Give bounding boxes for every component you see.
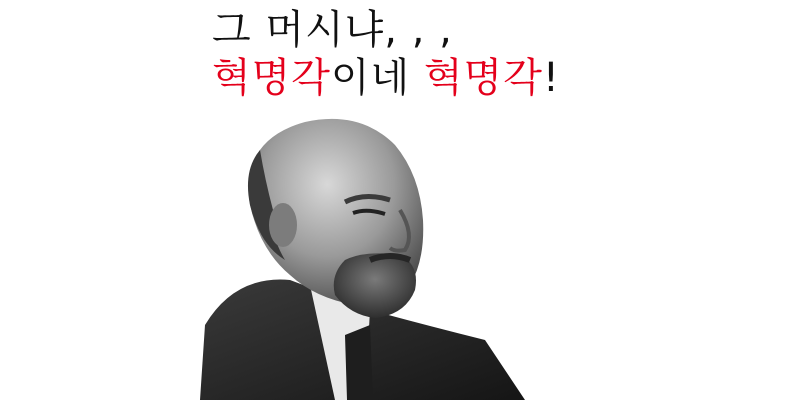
caption-highlight-1: 혁명각 — [212, 55, 331, 101]
portrait-image — [195, 110, 535, 400]
tie-shape — [345, 325, 373, 400]
caption-text-1: 이네 — [330, 55, 424, 101]
caption-line-1: 그 머시냐, , , — [212, 7, 453, 53]
ear-shape — [269, 203, 297, 247]
meme-caption — [212, 6, 560, 102]
caption-line-2 — [212, 54, 560, 102]
caption-highlight-2: 혁명각 — [423, 55, 543, 101]
caption-exclamation: ! — [542, 55, 560, 101]
